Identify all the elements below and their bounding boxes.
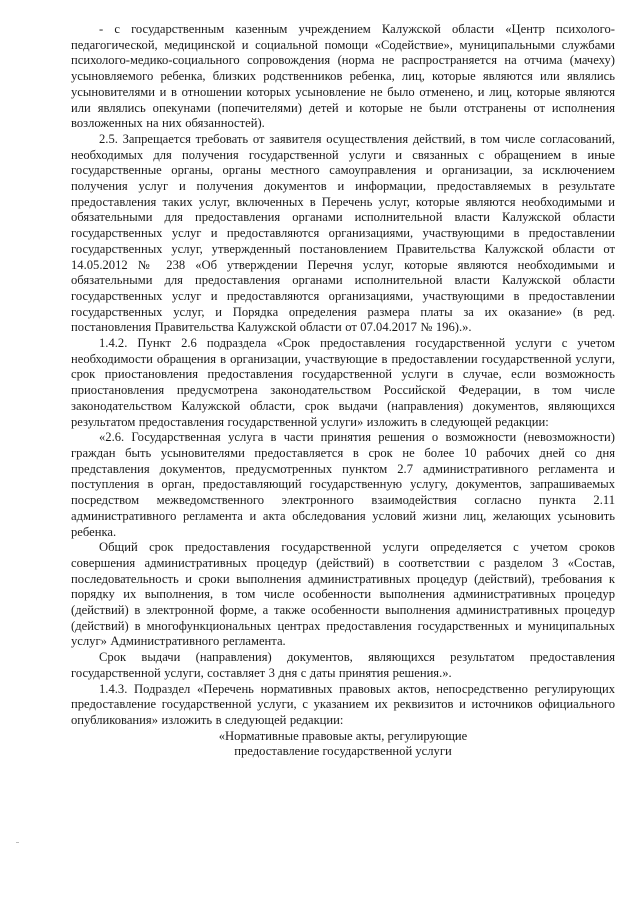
paragraph-2-6: «2.6. Государственная услуга в части принятия решения о возможности (невозможности) граждан быть усыновителями предоставляется в срок не более 10 рабочих дней со дня представления документов, предусмотренных пунктом 2.7 административного регламента и поступления в орган, предоставляющий государственную услугу, документов, запрашиваемых посредством межведомственного электронного взаимодействия согласно пункта 2.11 административного регламента и акта обследования условий жизни лиц, желающих усыновить ребенка. — [71, 430, 615, 539]
document-body — [71, 22, 615, 760]
paragraph-1-4-3: 1.4.3. Подраздел «Перечень нормативных правовых актов, непосредственно регулирующих предоставление государственной услуги, с указанием их реквизитов и источников официального опубликования» изложить в следующей редакции: — [71, 681, 615, 727]
paragraph-organizations-list: - с государственным казенным учреждением Калужской области «Центр психолого-педагогической, медицинской и социальной помощи «Содействие», муниципальными службами психолого-медико-социального сопровождения (норма не распространяется на отчима (мачеху) усыновляемого ребенка, близких родственников ребенка, лиц, которые являются или являлись усыновителями и в отношении которых усыновление не было отменено, и лиц, которые являются или являлись опекунами (попечителями) детей и которые не были отстранены от исполнения возложенных на них обязанностей). — [71, 22, 615, 131]
section-heading-line-2: предоставление государственной услуги — [234, 744, 452, 759]
paragraph-1-4-2: 1.4.2. Пункт 2.6 подраздела «Срок предоставления государственной услуги с учетом необходимости обращения в организации, участвующие в предоставлении государственной услуги, срок приостановления предоставления государственной услуги в случае, если возможность приостановления предусмотрена законодательством Российской Федерации, в том числе законодательством Калужской области, срок выдачи (направления) документов, являющихся результатом предоставления государственной услуги» изложить в следующей редакции: — [71, 336, 615, 429]
paragraph-2-5: 2.5. Запрещается требовать от заявителя осуществления действий, в том числе согласований, необходимых для получения государственной услуги и связанных с обращением в иные государственные органы, органы местного самоуправления и организации, за исключением получения услуг и получения документов и информации, предоставляемых в результате предоставления таких услуг, включенных в Перечень услуг, которые являются необходимыми и обязательными для предоставления органами исполнительной власти Калужской области государственных услуг и предоставляются организациями, участвующими в предоставлении государственных услуг, утвержденный постановлением Правительства Калужской области от 14.05.2012 № 238 «Об утверждении Перечня услуг, которые являются необходимыми и обязательными для предоставления органами исполнительной власти Калужской области государственных услуг и предоставляются организациями, участвующими в предоставлении государственных услуг, и Порядка определения размера платы за их оказание» (в ред. постановления Правительства Калужской области от 07.04.2017 № 196).». — [71, 131, 615, 335]
section-heading — [71, 729, 615, 760]
margin-speck — [16, 842, 19, 843]
paragraph-issue-term: Срок выдачи (направления) документов, являющихся результатом предоставления государственной услуги, составляет 3 дня с даты принятия решения.». — [71, 650, 615, 680]
section-heading-line-1: «Нормативные правовые акты, регулирующие — [218, 728, 468, 743]
paragraph-total-term: Общий срок предоставления государственной услуги определяется с учетом сроков совершения административных процедур (действий) в соответствии с разделом 3 «Состав, последовательность и сроки выполнения административных процедур (действий), требования к порядку их выполнения, в том числе особенности выполнения административных процедур (действий) в электронной форме, а также особенности выполнения административных процедур (действий) в многофункциональных центрах предоставления государственных и муниципальных услуг» Административного регламента. — [71, 540, 615, 649]
